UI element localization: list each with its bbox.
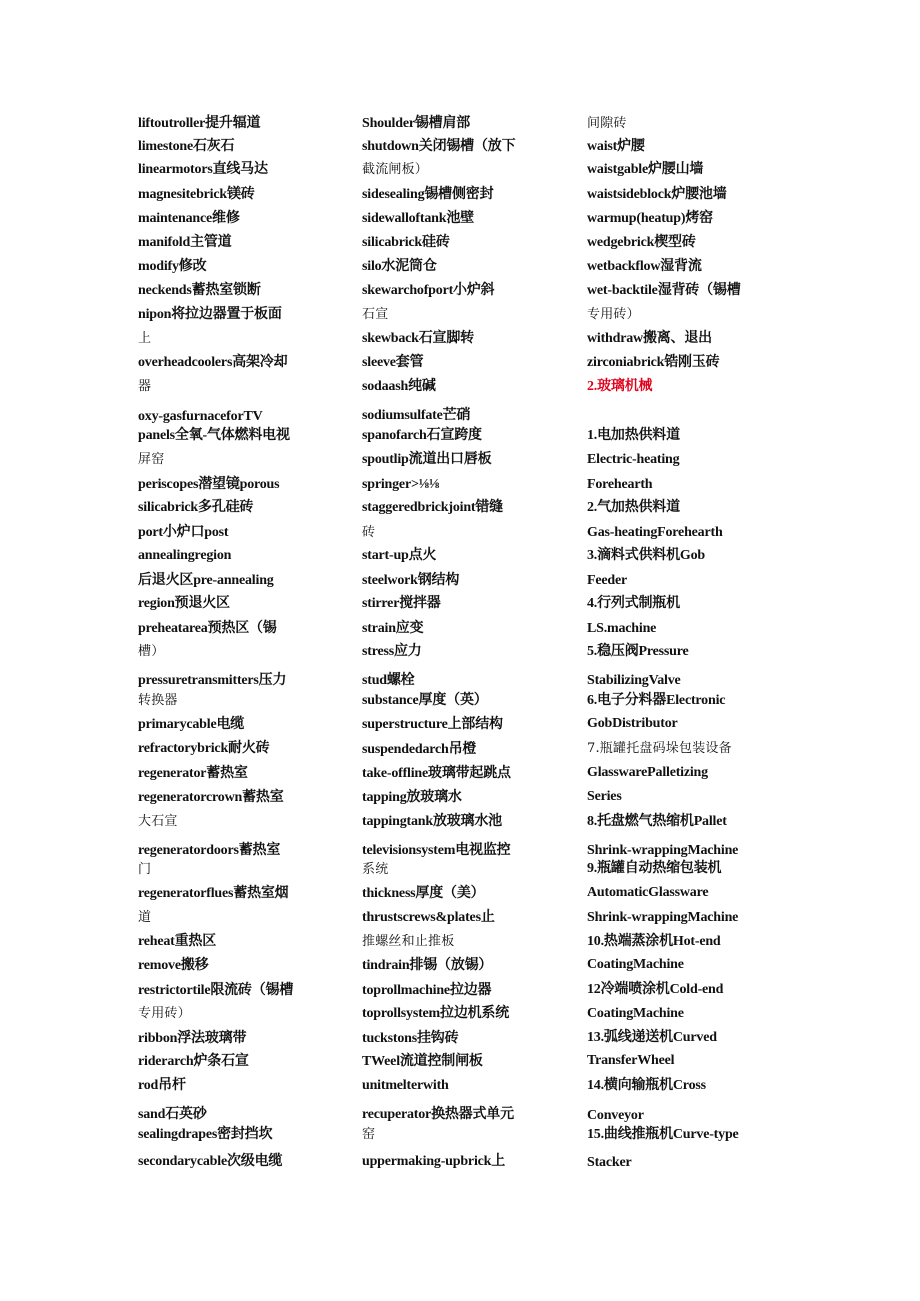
glossary-line: 8.托盘燃气热缩机Pallet (587, 814, 727, 829)
glossary-line: 推螺丝和止推板 (362, 934, 455, 949)
glossary-line: withdraw搬离、退出 (587, 331, 712, 346)
glossary-line: primarycable电缆 (138, 717, 245, 732)
glossary-line: 15.曲线推瓶机Curve-type (587, 1127, 739, 1142)
glossary-line: 2.气加热供料道 (587, 500, 680, 515)
glossary-line: Shrink-wrappingMachine (587, 843, 739, 858)
glossary-line: rod吊杆 (138, 1078, 186, 1093)
glossary-line: liftoutroller提升辐道 (138, 116, 261, 131)
glossary-line: oxy-gasfurnaceforTV (138, 409, 263, 424)
glossary-line: thickness厚度（美） (362, 886, 485, 901)
glossary-line: superstructure上部结构 (362, 717, 503, 732)
glossary-line: 道 (138, 910, 152, 925)
glossary-line: 4.行列式制瓶机 (587, 596, 680, 611)
glossary-line: regenerator蓄热室 (138, 766, 248, 781)
glossary-line: strain应变 (362, 621, 424, 636)
glossary-line: 间隙砖 (587, 116, 627, 131)
glossary-line: limestone石灰石 (138, 139, 235, 154)
glossary-line: 10.热端蒸涂机Hot-end (587, 934, 721, 949)
glossary-line: unitmelterwith (362, 1078, 449, 1093)
glossary-line: Shoulder锡槽肩部 (362, 116, 471, 131)
glossary-line: nipon将拉边器置于板面 (138, 307, 282, 322)
glossary-line: 6.电子分料器Electronic (587, 693, 726, 708)
glossary-line: TransferWheel (587, 1053, 675, 1068)
glossary-line: refractorybrick耐火砖 (138, 741, 270, 756)
glossary-line: sodiumsulfate芒硝 (362, 408, 471, 423)
glossary-line: waistgable炉腰山墙 (587, 162, 704, 177)
glossary-line: 门 (138, 862, 152, 877)
glossary-line: CoatingMachine (587, 957, 684, 972)
glossary-line: toprollsystem拉边机系统 (362, 1006, 510, 1021)
glossary-line: region预退火区 (138, 596, 230, 611)
glossary-line: take-offline玻璃带起跳点 (362, 766, 511, 781)
glossary-line: spoutlip流道出口唇板 (362, 452, 492, 467)
glossary-line: 窑 (362, 1127, 376, 1142)
glossary-line: televisionsystem电视监控 (362, 843, 511, 858)
glossary-line: stirrer搅拌器 (362, 596, 441, 611)
glossary-line: regeneratordoors蓄热室 (138, 843, 281, 858)
glossary-line: riderarch炉条石宣 (138, 1054, 249, 1069)
glossary-line: Stacker (587, 1155, 632, 1170)
glossary-line: regeneratorcrown蓄热室 (138, 790, 284, 805)
glossary-line: 后退火区pre-annealing (138, 573, 274, 588)
glossary-line: manifold主管道 (138, 235, 232, 250)
glossary-line: Electric-heating (587, 452, 680, 467)
glossary-line: GlasswarePalletizing (587, 765, 708, 780)
glossary-line: 7.瓶罐托盘码垛包装设备 (587, 741, 732, 756)
glossary-line: port小炉口post (138, 525, 229, 540)
glossary-line: stress应力 (362, 644, 422, 659)
glossary-line: silo水泥筒仓 (362, 259, 437, 274)
glossary-line: 5.稳压阀Pressure (587, 644, 689, 659)
glossary-line: GobDistributor (587, 716, 678, 731)
glossary-line: substance厚度（英） (362, 693, 488, 708)
glossary-line: Feeder (587, 573, 627, 588)
glossary-line: Series (587, 789, 622, 804)
glossary-line: steelwork钢结构 (362, 573, 460, 588)
glossary-line: linearmotors直线马达 (138, 162, 268, 177)
glossary-line: sidesealing锡槽侧密封 (362, 187, 494, 202)
glossary-line: sleeve套管 (362, 355, 424, 370)
glossary-line: overheadcoolers高架冷却 (138, 355, 288, 370)
glossary-line: AutomaticGlassware (587, 885, 709, 900)
glossary-line: reheat重热区 (138, 934, 217, 949)
glossary-line: Shrink-wrappingMachine (587, 910, 739, 925)
glossary-line: sealingdrapes密封挡坎 (138, 1127, 273, 1142)
glossary-line: stud螺栓 (362, 673, 415, 688)
glossary-line: tindrain排锡（放锡） (362, 958, 493, 973)
glossary-line: sand石英砂 (138, 1107, 207, 1122)
glossary-line: neckends蓄热室锁断 (138, 283, 261, 298)
glossary-line: restrictortile限流砖（锡槽 (138, 983, 294, 998)
glossary-line: remove搬移 (138, 958, 209, 973)
glossary-line: 9.瓶罐自动热缩包装机 (587, 861, 722, 876)
glossary-line: shutdown关闭锡槽（放下 (362, 139, 516, 154)
glossary-line: StabilizingValve (587, 673, 681, 688)
glossary-line: ribbon浮法玻璃带 (138, 1031, 247, 1046)
glossary-line: wedgebrick楔型砖 (587, 235, 696, 250)
glossary-line: silicabrick硅砖 (362, 235, 450, 250)
section-heading-glass-machinery: 2.玻璃机械 (587, 379, 653, 394)
glossary-line: silicabrick多孔硅砖 (138, 500, 254, 515)
glossary-line: 14.横向输瓶机Cross (587, 1078, 706, 1093)
glossary-line: 槽） (138, 644, 165, 659)
glossary-line: panels全氧-气体燃料电视 (138, 428, 290, 443)
glossary-line: CoatingMachine (587, 1006, 684, 1021)
glossary-line: sidewalloftank池壁 (362, 211, 474, 226)
glossary-line: 12冷端喷涂机Cold-end (587, 982, 724, 997)
glossary-line: thrustscrews&plates止 (362, 910, 495, 925)
glossary-line: waist炉腰 (587, 139, 645, 154)
glossary-line: 系统 (362, 862, 389, 877)
glossary-line: springer>⅛⅛ (362, 477, 440, 492)
glossary-line: wetbackflow湿背流 (587, 259, 702, 274)
glossary-line: zirconiabrick锆刚玉砖 (587, 355, 720, 370)
glossary-line: secondarycable次级电缆 (138, 1154, 283, 1169)
glossary-line: preheatarea预热区（锡 (138, 621, 277, 636)
glossary-line: 大石宣 (138, 814, 178, 829)
glossary-line: maintenance维修 (138, 211, 240, 226)
glossary-line: recuperator换热器式单元 (362, 1107, 514, 1122)
glossary-line: 截流闸板） (362, 162, 429, 177)
glossary-line: toprollmachine拉边器 (362, 983, 492, 998)
glossary-line: sodaash纯碱 (362, 379, 436, 394)
glossary-line: 专用砖） (587, 307, 640, 322)
glossary-line: wet-backtile湿背砖（锡槽 (587, 283, 741, 298)
glossary-line: waistsideblock炉腰池墙 (587, 187, 727, 202)
glossary-line: annealingregion (138, 548, 232, 563)
glossary-line: skewarchofport小炉斜 (362, 283, 495, 298)
glossary-line: 器 (138, 379, 152, 394)
glossary-line: uppermaking-upbrick上 (362, 1154, 506, 1169)
glossary-line: 石宣 (362, 307, 389, 322)
glossary-line: start-up点火 (362, 548, 437, 563)
glossary-line: 专用砖） (138, 1006, 191, 1021)
glossary-line: TWeel流道控制闸板 (362, 1054, 483, 1069)
glossary-line: tuckstons挂钩砖 (362, 1031, 459, 1046)
glossary-line: 屏窑 (138, 452, 165, 467)
glossary-line: 转换器 (138, 693, 178, 708)
glossary-line: pressuretransmitters压力 (138, 673, 287, 688)
glossary-line: 砖 (362, 525, 376, 540)
glossary-line: warmup(heatup)烤窑 (587, 211, 713, 226)
glossary-line: magnesitebrick镁砖 (138, 187, 255, 202)
glossary-line: Conveyor (587, 1108, 644, 1123)
glossary-line: staggeredbrickjoint错缝 (362, 500, 503, 515)
glossary-line: skewback石宣脚转 (362, 331, 474, 346)
glossary-line: 上 (138, 331, 152, 346)
glossary-line: 1.电加热供料道 (587, 428, 680, 443)
glossary-line: 13.弧线递送机Curved (587, 1030, 717, 1045)
glossary-line: periscopes潜望镜porous (138, 477, 280, 492)
glossary-line: regeneratorflues蓄热室烟 (138, 886, 289, 901)
glossary-line: 3.滴料式供料机Gob (587, 548, 705, 563)
glossary-line: spanofarch石宣跨度 (362, 428, 482, 443)
glossary-line: suspendedarch吊橙 (362, 742, 477, 757)
glossary-line: Forehearth (587, 477, 653, 492)
glossary-line: modify修改 (138, 259, 207, 274)
glossary-line: LS.machine (587, 621, 657, 636)
glossary-line: tappingtank放玻璃水池 (362, 814, 502, 829)
glossary-line: Gas-heatingForehearth (587, 525, 723, 540)
glossary-line: tapping放玻璃水 (362, 790, 462, 805)
